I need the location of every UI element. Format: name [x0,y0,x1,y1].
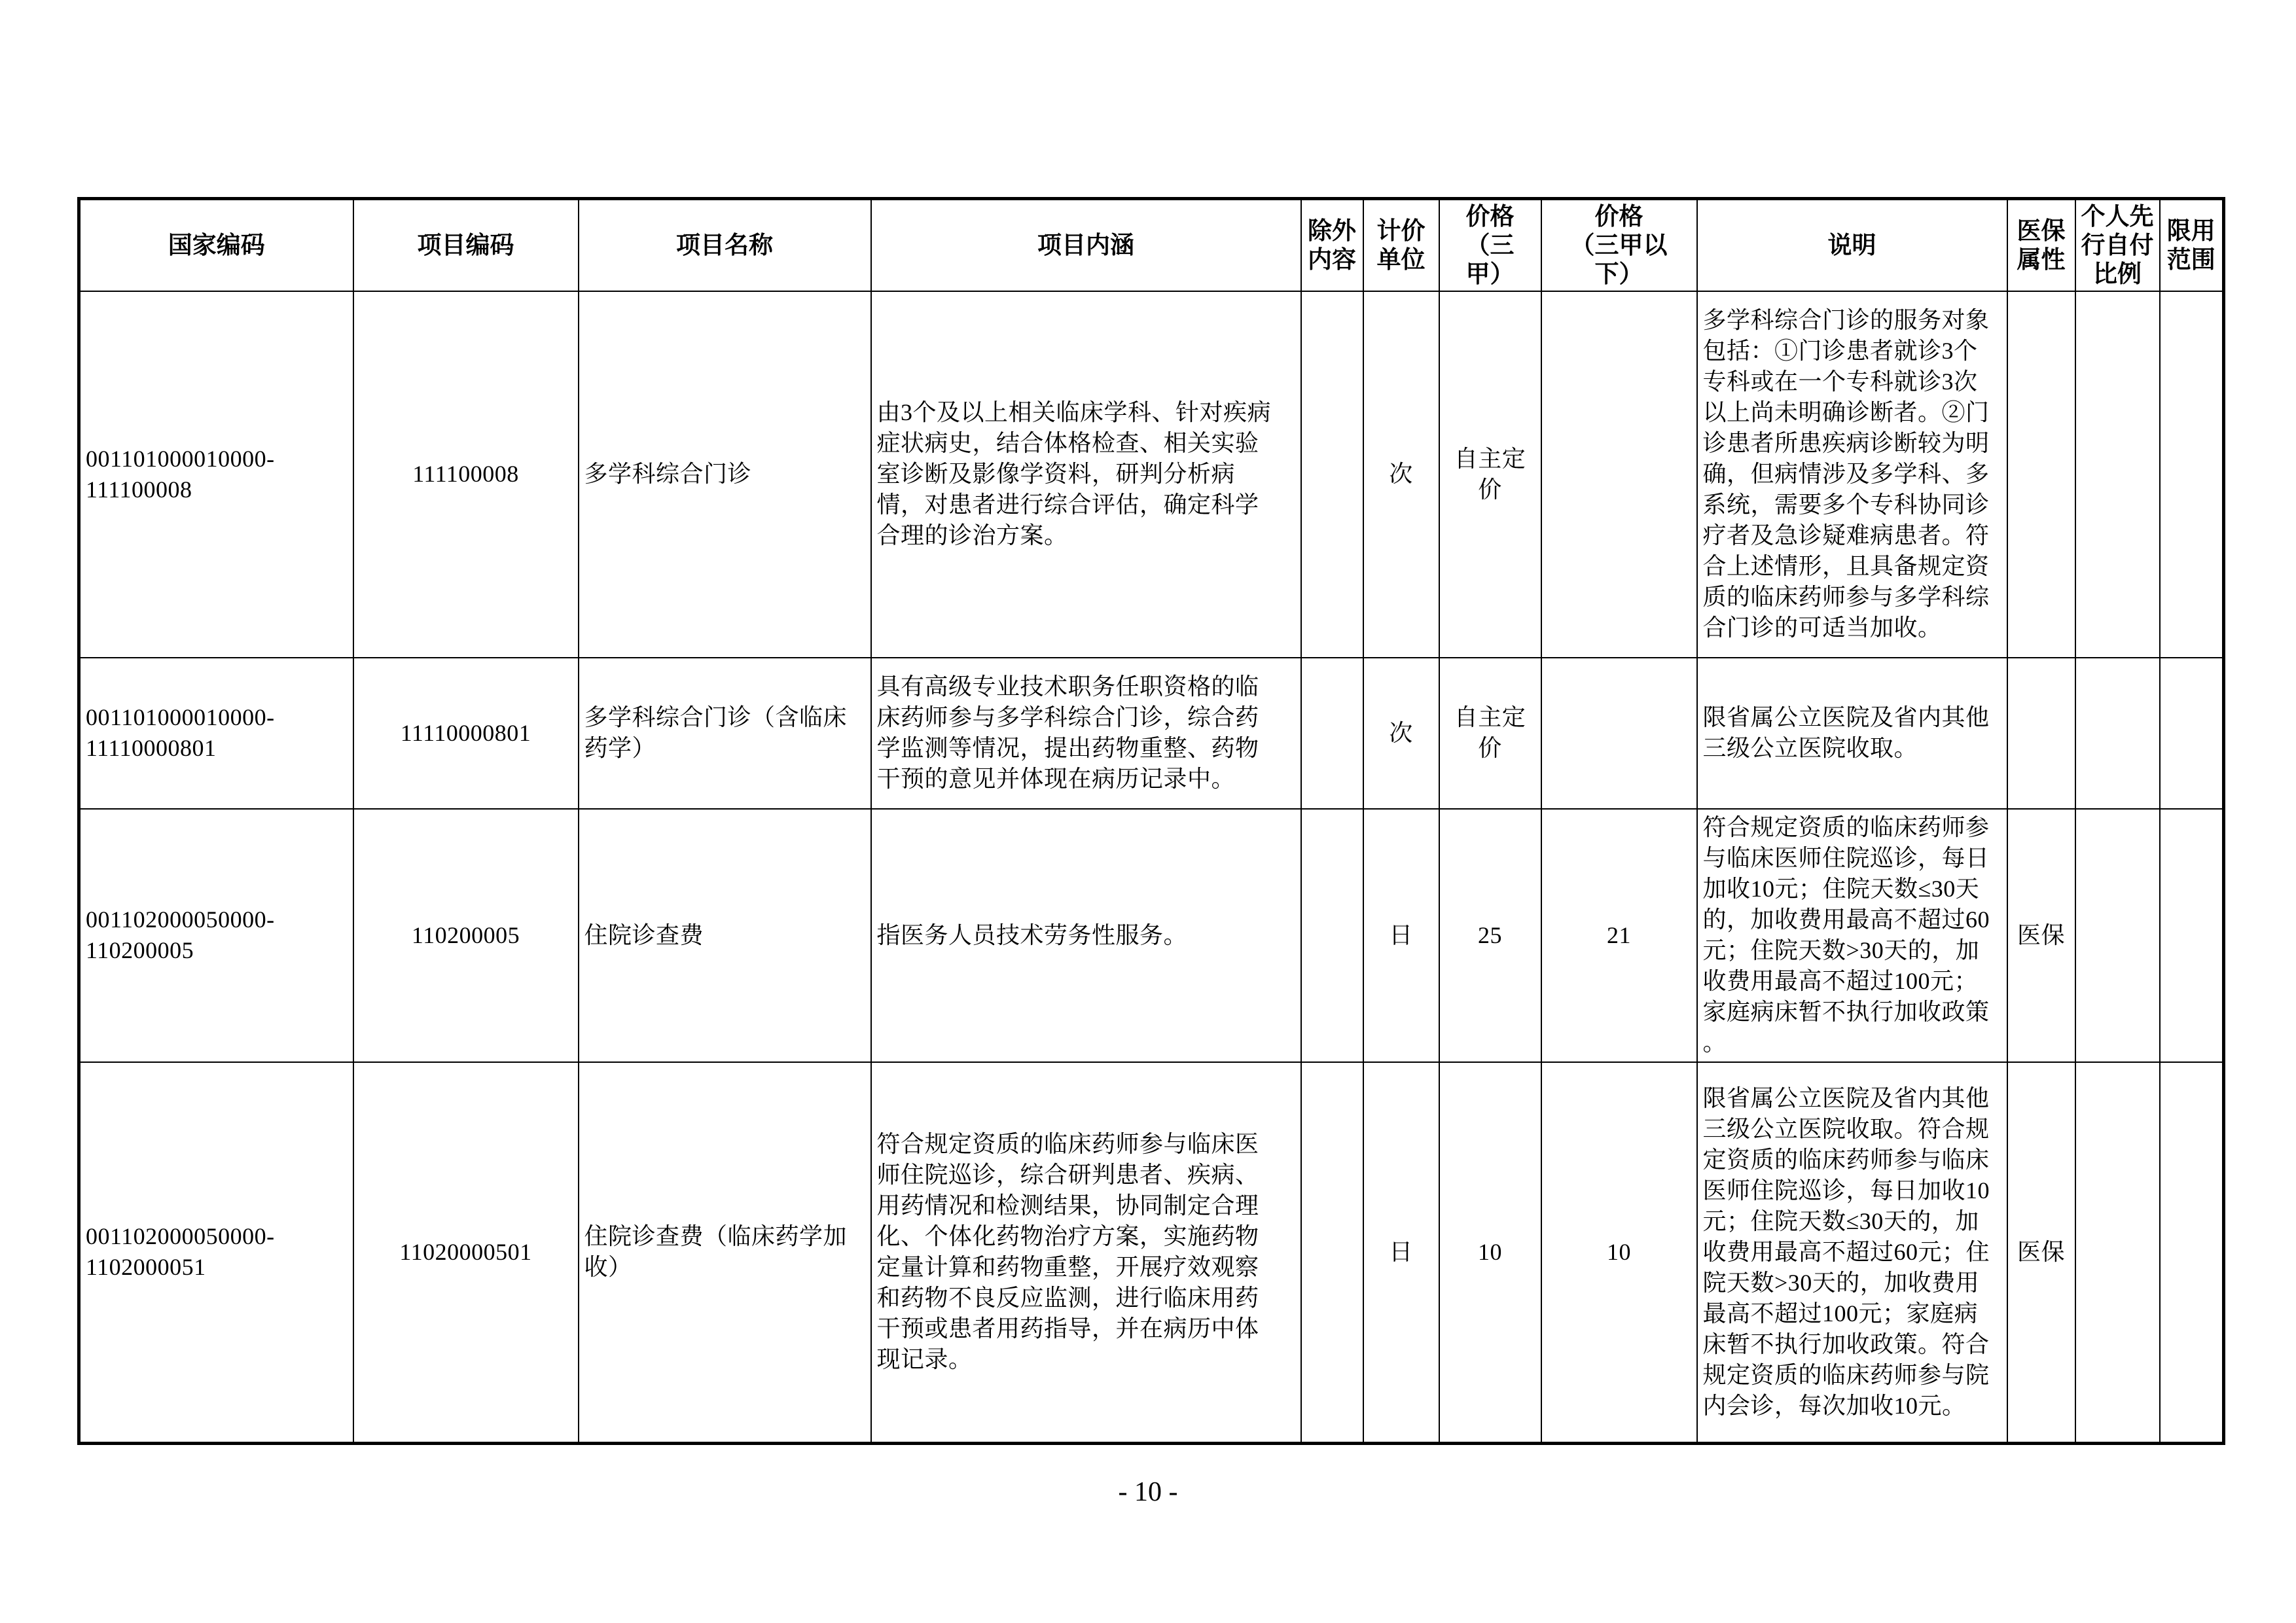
header-notes: 说明 [1697,199,2007,291]
cell-insurance-attribute [2007,658,2075,809]
cell-self-pay-ratio [2075,291,2160,658]
cell-excluded-content [1301,658,1363,809]
cell-notes: 限省属公立医院及省内其他 三级公立医院收取。符合规 定资质的临床药师参与临床 医师住院巡诊，每日加收10 元；住院天数≤30天的，加 收费用最高不超过60元；住 院天数>30天的，加收费用 最高不超过100元；家庭病 床暂不执行加收政策。符合 规定资质的临床药师参与院 内会诊，每次加收10元。 [1697,1062,2007,1444]
cell-restricted-scope [2160,1062,2224,1444]
header-price-grade3a: 价格 （三 甲） [1439,199,1541,291]
cell-item-content: 具有高级专业技术职务任职资格的临 床药师参与多学科综合门诊，综合药 学监测等情况，提出药物重整、药物 干预的意见并体现在病历记录中。 [871,658,1301,809]
cell-insurance-attribute [2007,291,2075,658]
cell-national-code: 001101000010000- 111100008 [79,291,353,658]
cell-excluded-content [1301,1062,1363,1444]
table-header-row [79,199,2224,291]
cell-price-grade3a: 自主定 价 [1439,658,1541,809]
cell-restricted-scope [2160,291,2224,658]
cell-restricted-scope [2160,658,2224,809]
page-number: - 10 - [1118,1477,1178,1507]
medical-fee-table [77,197,2225,1445]
cell-insurance-attribute: 医保 [2007,1062,2075,1444]
header-pricing-unit: 计价 单位 [1363,199,1439,291]
cell-national-code: 001102000050000- 110200005 [79,809,353,1062]
table-row [79,809,2224,1062]
header-restricted-scope: 限用 范围 [2160,199,2224,291]
cell-item-content: 符合规定资质的临床药师参与临床医 师住院巡诊，综合研判患者、疾病、 用药情况和检测结果，协同制定合理 化、个体化药物治疗方案，实施药物 定量计算和药物重整，开展疗效观察 和药物不良反应监测，进行临床用药 干预或患者用药指导，并在病历中体 现记录。 [871,1062,1301,1444]
cell-excluded-content [1301,809,1363,1062]
cell-pricing-unit: 日 [1363,809,1439,1062]
cell-insurance-attribute: 医保 [2007,809,2075,1062]
cell-pricing-unit: 日 [1363,1062,1439,1444]
header-national-code: 国家编码 [79,199,353,291]
cell-notes: 符合规定资质的临床药师参 与临床医师住院巡诊，每日 加收10元；住院天数≤30天 的，加收费用最高不超过60 元；住院天数>30天的，加 收费用最高不超过100元； 家庭病床暂不执行加收政策 。 [1697,809,2007,1062]
cell-excluded-content [1301,291,1363,658]
cell-national-code: 001101000010000- 11110000801 [79,658,353,809]
cell-price-below-grade3a: 21 [1541,809,1697,1062]
header-item-name: 项目名称 [579,199,871,291]
cell-self-pay-ratio [2075,1062,2160,1444]
cell-item-code: 111100008 [353,291,579,658]
cell-price-below-grade3a [1541,291,1697,658]
cell-national-code: 001102000050000- 1102000051 [79,1062,353,1444]
cell-pricing-unit: 次 [1363,291,1439,658]
cell-item-code: 110200005 [353,809,579,1062]
header-price-below-grade3a: 价格 （三甲以 下） [1541,199,1697,291]
cell-self-pay-ratio [2075,658,2160,809]
cell-price-grade3a: 自主定 价 [1439,291,1541,658]
cell-price-below-grade3a: 10 [1541,1062,1697,1444]
cell-notes: 限省属公立医院及省内其他 三级公立医院收取。 [1697,658,2007,809]
cell-item-name: 多学科综合门诊（含临床 药学） [579,658,871,809]
cell-item-content: 由3个及以上相关临床学科、针对疾病 症状病史，结合体格检查、相关实验 室诊断及影像学资料，研判分析病 情，对患者进行综合评估，确定科学 合理的诊治方案。 [871,291,1301,658]
header-item-code: 项目编码 [353,199,579,291]
cell-item-name: 住院诊查费 [579,809,871,1062]
header-item-content: 项目内涵 [871,199,1301,291]
cell-item-name: 多学科综合门诊 [579,291,871,658]
table-row [79,1062,2224,1444]
cell-price-grade3a: 25 [1439,809,1541,1062]
cell-pricing-unit: 次 [1363,658,1439,809]
cell-item-code: 11110000801 [353,658,579,809]
header-self-pay-ratio: 个人先 行自付 比例 [2075,199,2160,291]
cell-item-content: 指医务人员技术劳务性服务。 [871,809,1301,1062]
cell-self-pay-ratio [2075,809,2160,1062]
cell-price-below-grade3a [1541,658,1697,809]
table-row [79,291,2224,658]
header-insurance-attribute: 医保 属性 [2007,199,2075,291]
header-excluded-content: 除外 内容 [1301,199,1363,291]
cell-item-code: 11020000501 [353,1062,579,1444]
cell-item-name: 住院诊查费（临床药学加 收） [579,1062,871,1444]
cell-price-grade3a: 10 [1439,1062,1541,1444]
cell-notes: 多学科综合门诊的服务对象 包括：①门诊患者就诊3个 专科或在一个专科就诊3次 以上尚未明确诊断者。②门 诊患者所患疾病诊断较为明 确，但病情涉及多学科、多 系统，需要多个专科协同诊 疗者及急诊疑难病患者。符 合上述情形，且具备规定资 质的临床药师参与多学科综 合门诊的可适当加收。 [1697,291,2007,658]
table-row [79,658,2224,809]
cell-restricted-scope [2160,809,2224,1062]
